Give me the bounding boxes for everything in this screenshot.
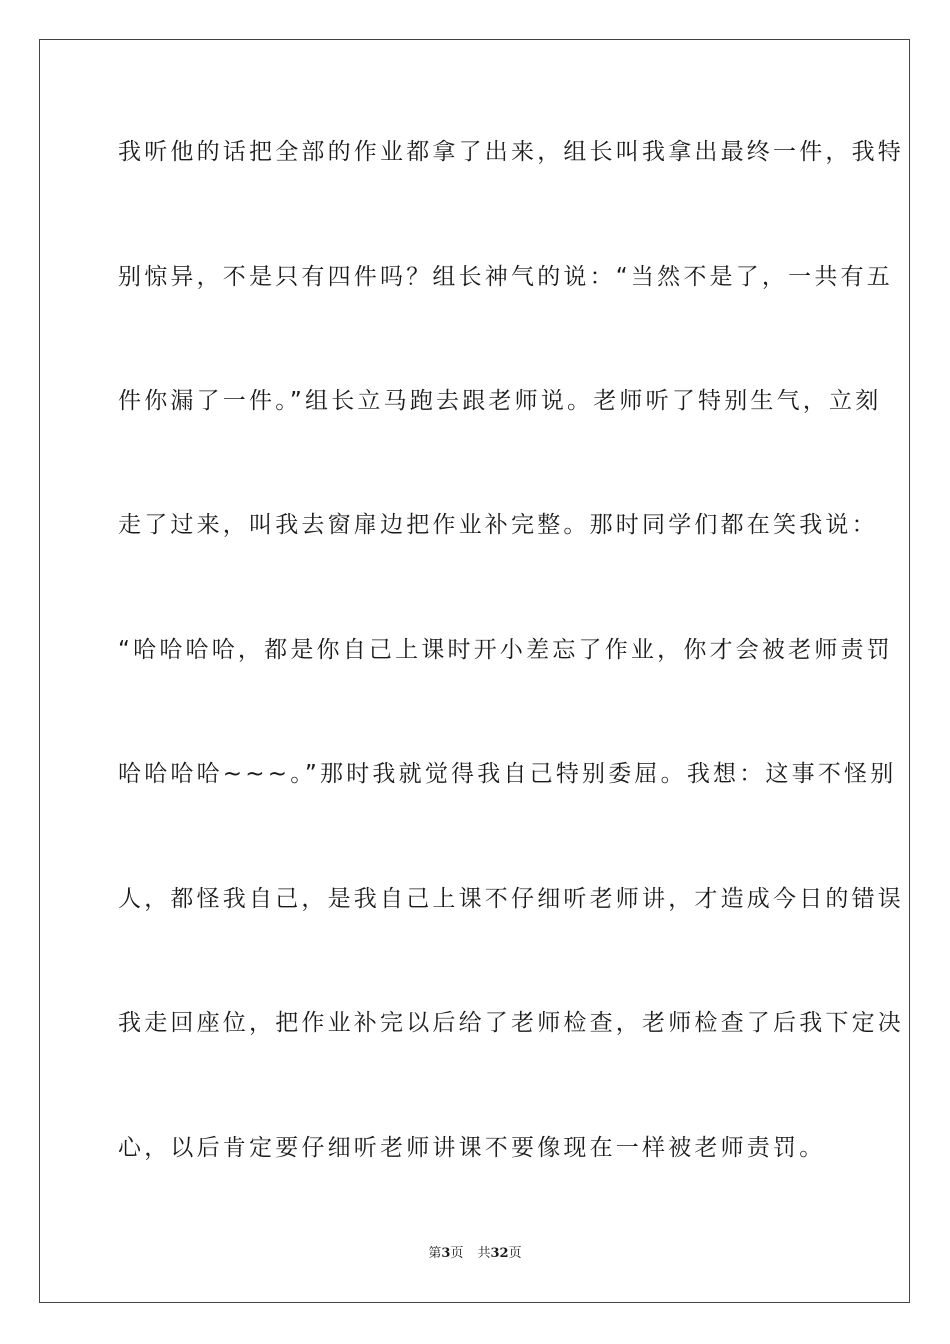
footer-page-number: 3 xyxy=(441,1246,451,1261)
body-text-line-9: 心，以后肯定要仔细听老师讲课不要像现在一样被老师责罚。 xyxy=(118,1135,826,1161)
body-text-line-4: 走了过来，叫我去窗扉边把作业补完整。那时同学们都在笑我说： xyxy=(118,512,878,538)
body-text-line-8: 我走回座位，把作业补完以后给了老师检查，老师检查了后我下定决 xyxy=(118,1010,904,1036)
footer-total-pages: 32 xyxy=(490,1246,509,1261)
body-text-line-3: 件你漏了一件。”组长立马跑去跟老师说。老师听了特别生气，立刻 xyxy=(118,388,882,414)
body-text-line-6: 哈哈哈哈~~~。”那时我就觉得我自己特别委屈。我想：这事不怪别 xyxy=(118,761,897,787)
footer-total-suffix: 页 xyxy=(508,1246,522,1261)
page-footer xyxy=(0,1245,950,1263)
page-border xyxy=(39,39,910,1303)
body-text-line-2: 别惊异，不是只有四件吗？组长神气的说：“当然不是了，一共有五 xyxy=(118,264,893,290)
footer-total-prefix: 共 xyxy=(477,1246,491,1261)
body-text-line-1: 我听他的话把全部的作业都拿了出来，组长叫我拿出最终一件，我特 xyxy=(118,139,904,165)
footer-page-prefix: 第 xyxy=(428,1246,442,1261)
body-text-line-7: 人，都怪我自己，是我自己上课不仔细听老师讲，才造成今日的错误 xyxy=(118,886,904,912)
footer-page-suffix: 页 xyxy=(450,1246,464,1261)
body-text-line-5: “哈哈哈哈，都是你自己上课时开小差忘了作业，你才会被老师责罚 xyxy=(118,637,893,663)
